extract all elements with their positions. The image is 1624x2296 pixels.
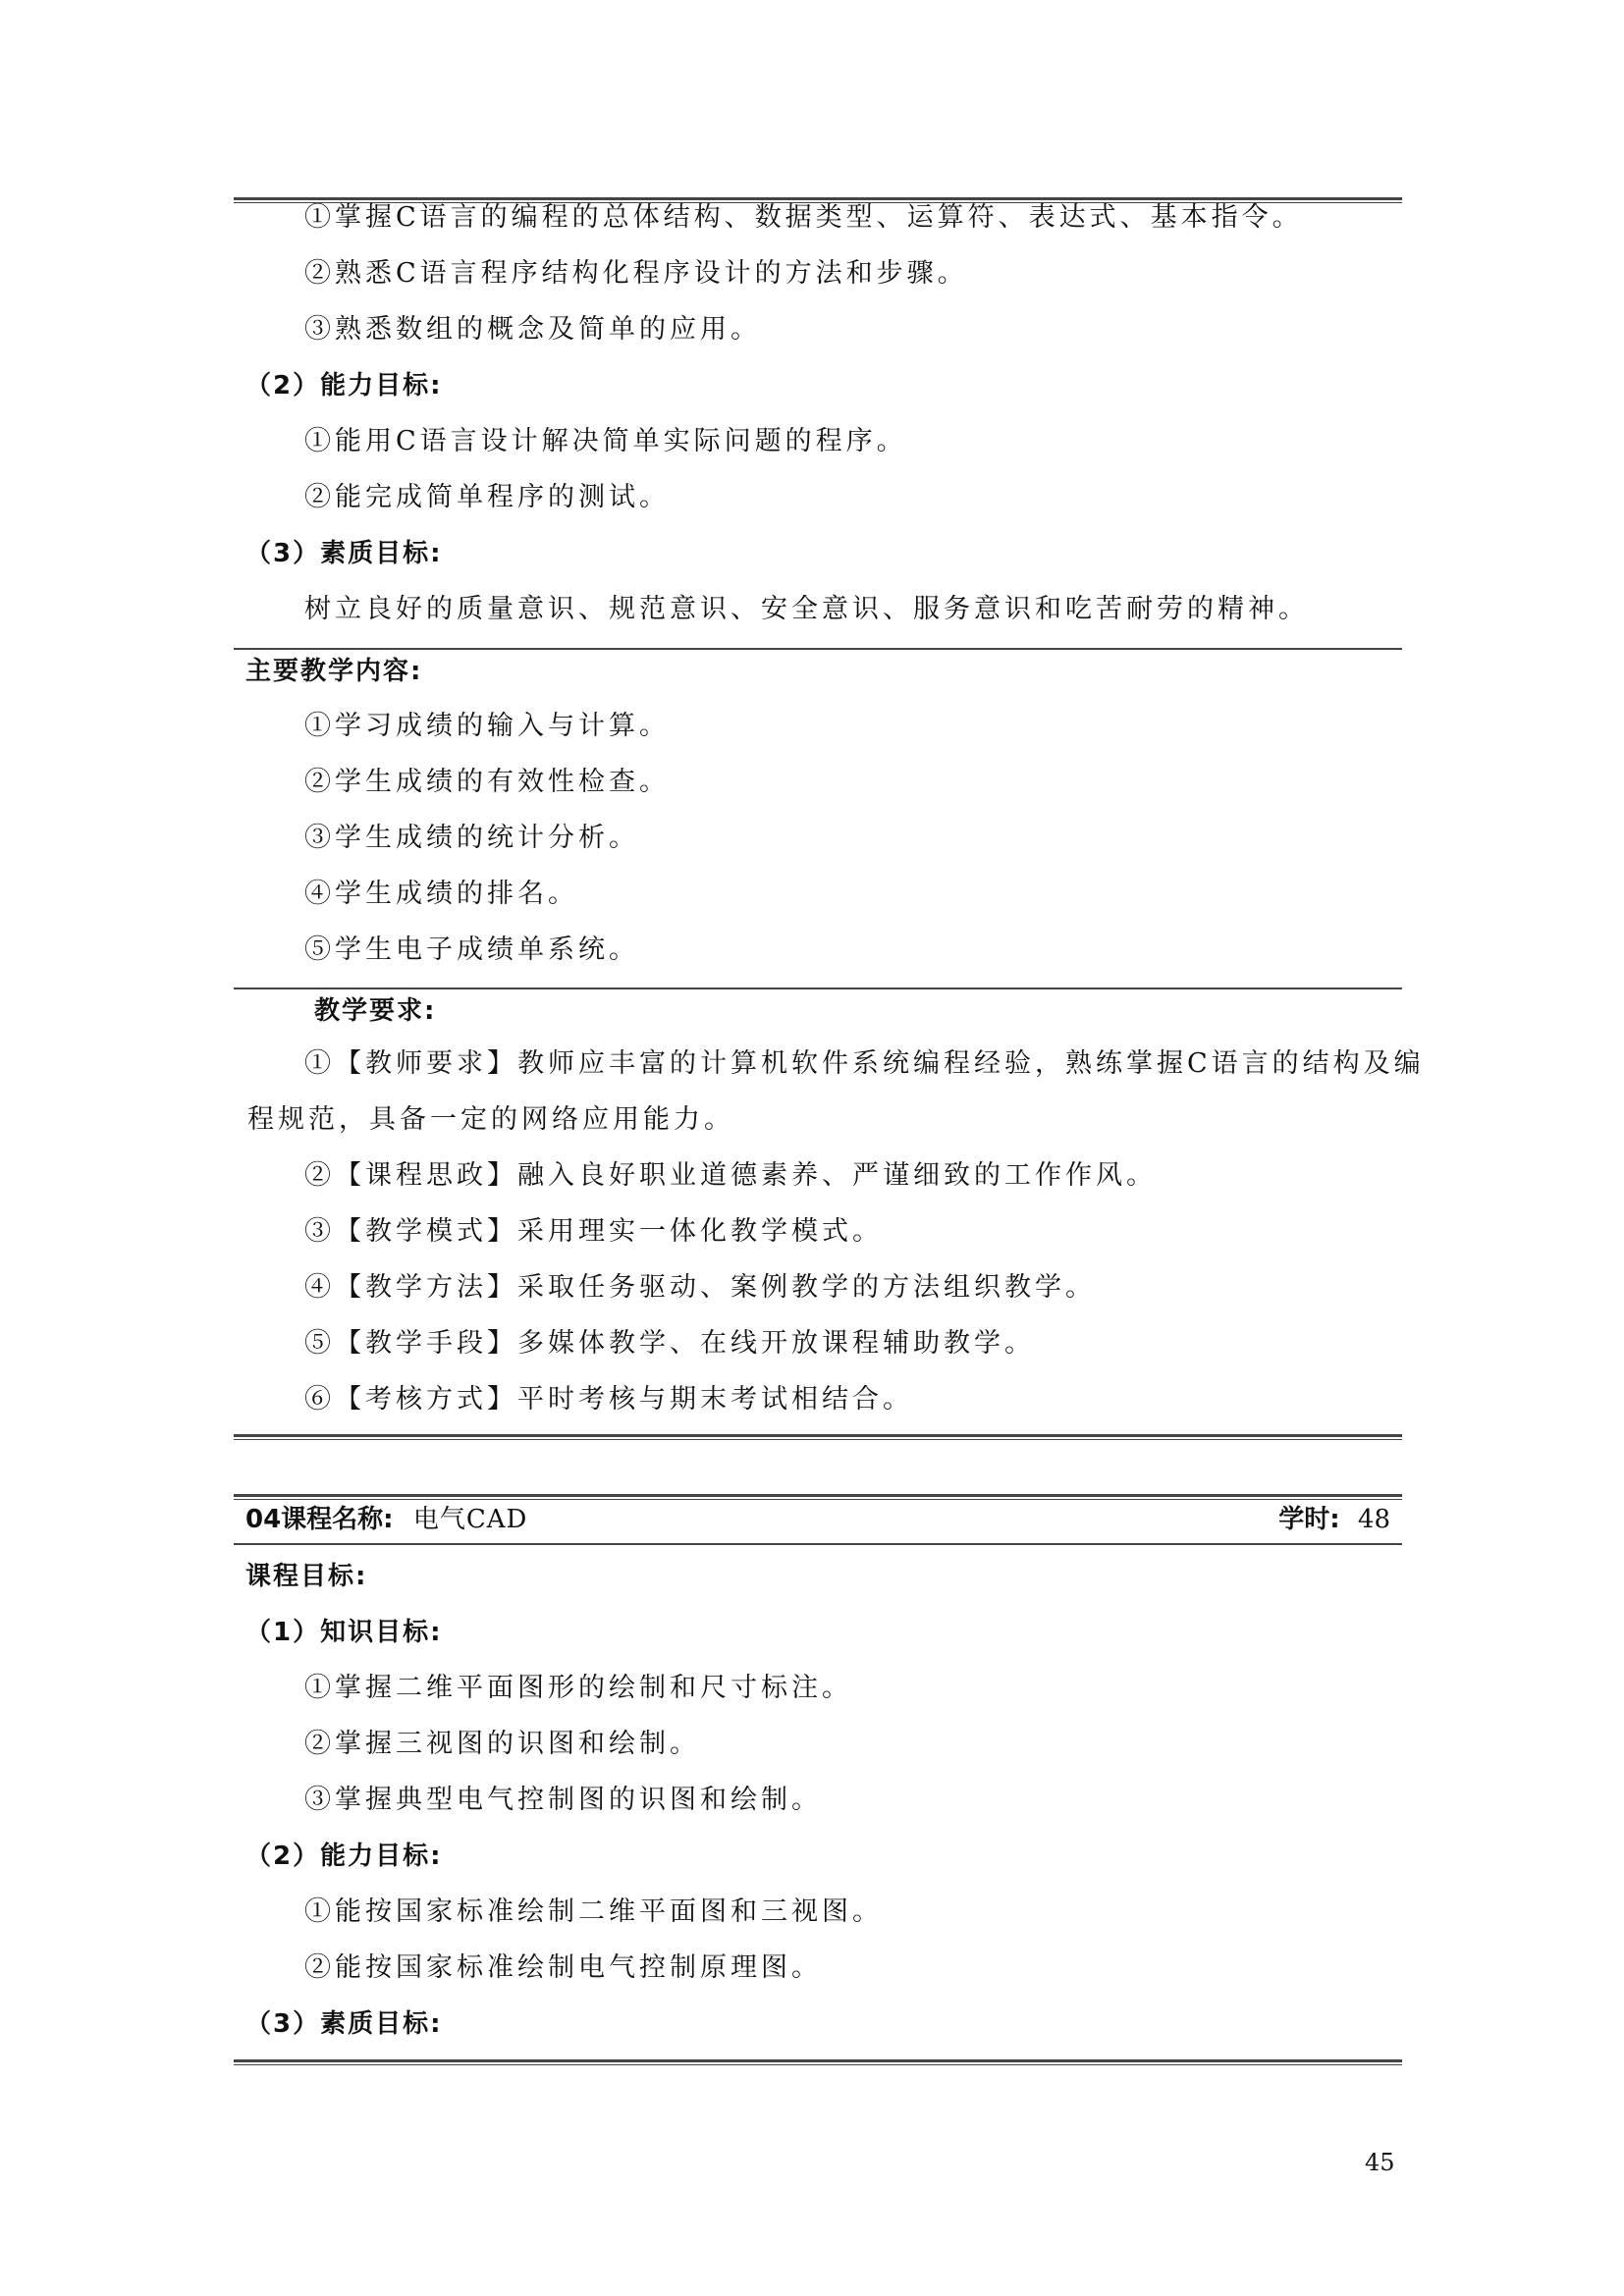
content-heading: 主要教学内容: xyxy=(245,657,423,686)
course-hours-label: 学时: xyxy=(1278,1505,1340,1534)
course04-knowledge-item-3: ③掌握典型电气控制图的识图和绘制。 xyxy=(304,1785,822,1815)
page-number: 45 xyxy=(1365,2149,1395,2176)
content-item-3: ③学生成绩的统计分析。 xyxy=(304,823,639,853)
course04-ability-heading: （2）能力目标: xyxy=(245,1842,443,1871)
requirement-item-1-continued: 程规范，具备一定的网络应用能力。 xyxy=(247,1104,734,1135)
requirement-item-6: ⑥【考核方式】平时考核与期末考试相结合。 xyxy=(304,1384,913,1415)
knowledge-item-1: ①掌握C语言的编程的总体结构、数据类型、运算符、表达式、基本指令。 xyxy=(304,202,1303,233)
course04-bottom-border xyxy=(234,2059,1402,2065)
course04-title-row xyxy=(245,1500,1390,1539)
course-name-value: 电气CAD xyxy=(412,1505,528,1534)
content-item-4: ④学生成绩的排名。 xyxy=(304,879,578,909)
ability-item-2: ②能完成简单程序的测试。 xyxy=(304,482,670,512)
ability-goals-heading: （2）能力目标: xyxy=(245,371,443,400)
content-item-1: ①学习成绩的输入与计算。 xyxy=(304,711,670,741)
course04-knowledge-item-1: ①掌握二维平面图形的绘制和尺寸标注。 xyxy=(304,1673,852,1703)
course04-ability-item-2: ②能按国家标准绘制电气控制原理图。 xyxy=(304,1952,822,1983)
requirement-item-2: ②【课程思政】融入良好职业道德素养、严谨细致的工作作风。 xyxy=(304,1160,1157,1191)
course04-knowledge-heading: （1）知识目标: xyxy=(245,1618,443,1647)
divider xyxy=(234,648,1402,650)
course04-quality-heading: （3）素质目标: xyxy=(245,2009,443,2039)
course-hours xyxy=(1278,1500,1390,1539)
ability-item-1: ①能用C语言设计解决简单实际问题的程序。 xyxy=(304,426,907,456)
requirements-heading: 教学要求: xyxy=(314,996,437,1026)
requirement-item-4: ④【教学方法】采取任务驱动、案例教学的方法组织教学。 xyxy=(304,1272,1096,1303)
divider xyxy=(234,988,1402,989)
requirement-item-5: ⑤【教学手段】多媒体教学、在线开放课程辅助教学。 xyxy=(304,1328,1035,1359)
course-name xyxy=(245,1500,527,1539)
knowledge-item-3: ③熟悉数组的概念及简单的应用。 xyxy=(304,314,761,345)
knowledge-item-2: ②熟悉C语言程序结构化程序设计的方法和步骤。 xyxy=(304,258,968,289)
quality-goals-heading: （3）素质目标: xyxy=(245,539,443,568)
content-item-2: ②学生成绩的有效性检查。 xyxy=(304,767,670,797)
course04-knowledge-item-2: ②掌握三视图的识图和绘制。 xyxy=(304,1729,700,1759)
course04-ability-item-1: ①能按国家标准绘制二维平面图和三视图。 xyxy=(304,1896,883,1927)
content-item-5: ⑤学生电子成绩单系统。 xyxy=(304,934,639,965)
divider xyxy=(234,1543,1402,1545)
course-hours-value: 48 xyxy=(1357,1505,1390,1534)
requirement-item-3: ③【教学模式】采用理实一体化教学模式。 xyxy=(304,1216,883,1247)
course-goals-heading: 课程目标: xyxy=(245,1562,368,1591)
quality-item-1: 树立良好的质量意识、规范意识、安全意识、服务意识和吃苦耐劳的精神。 xyxy=(304,594,1309,624)
course-name-label: 04课程名称: xyxy=(245,1505,394,1534)
requirement-item-1: ①【教师要求】教师应丰富的计算机软件系统编程经验，熟练掌握C语言的结构及编 xyxy=(304,1048,1425,1079)
bottom-table-border xyxy=(234,1434,1402,1440)
